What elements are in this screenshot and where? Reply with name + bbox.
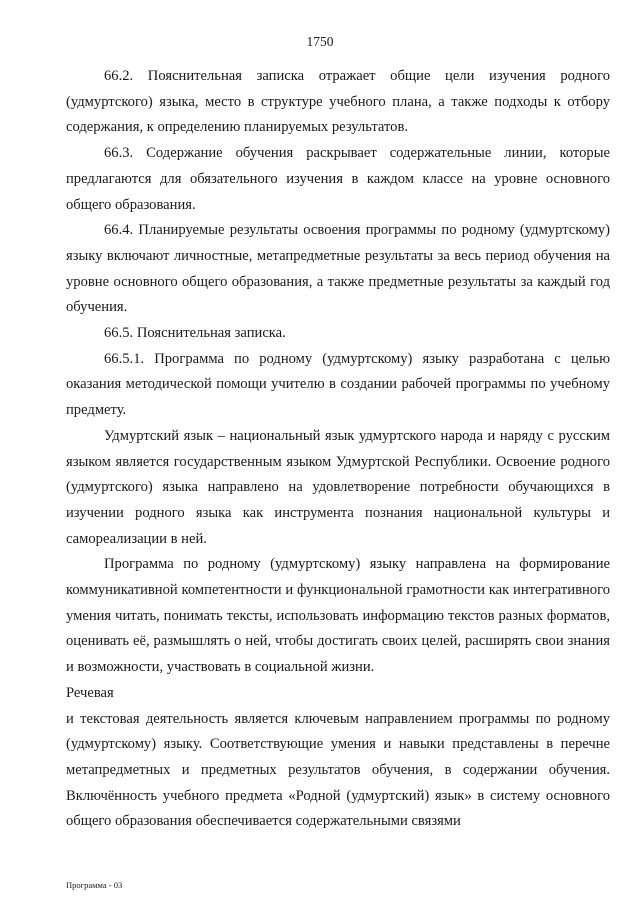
paragraph-speech-word: Речевая — [66, 684, 114, 701]
paragraph-text-activity: и текстовая деятельность является ключевым направлением программы по родному (удмуртскому) языку. Соответствующие умения и навыки представлены в перечне метапредметных и предметных результатов обучения, в содержании обучения. Включённость учебного предмета «Родной (удмуртский) язык» в систему основного общего образования обеспечивается содержательными связями — [66, 710, 610, 830]
paragraph-66-5: 66.5. Пояснительная записка. — [104, 325, 286, 342]
document-body — [66, 64, 610, 835]
paragraph-66-3: 66.3. Содержание обучения раскрывает содержательные линии, которые предлагаются для обязательного изучения в каждом классе на уровне основного общего образования. — [66, 145, 610, 213]
paragraph-udmurt-language: Удмуртский язык – национальный язык удмуртского народа и наряду с русским языком является государственным языком Удмуртской Республики. Освоение родного (удмуртского) языка направлено на удовлетворение потребности обучающихся в изучении родного языка как инструмента познания национальной культуры и самореализации в ней. — [66, 427, 610, 547]
paragraph-program-direction: Программа по родному (удмуртскому) языку направлена на формирование коммуникативной компетентности и функциональной грамотности как интегративного умения читать, понимать тексты, использовать информацию текстов разных форматов, оценивать её, размышлять о ней, чтобы достигать своих целей, расширять свои знания и возможности, участвовать в социальной жизни. — [66, 556, 610, 676]
footer-label: Программа - 03 — [66, 880, 123, 890]
paragraph-66-2: 66.2. Пояснительная записка отражает общие цели изучения родного (удмуртского) языка, место в структуре учебного плана, а также подходы к отбору содержания, к определению планируемых результатов. — [66, 68, 610, 136]
page-number: 1750 — [306, 34, 334, 49]
paragraph-66-5-1: 66.5.1. Программа по родному (удмуртскому) языку разработана с целью оказания методической помощи учителю в создании рабочей программы по учебному предмету. — [66, 350, 610, 419]
paragraph-66-4: 66.4. Планируемые результаты освоения программы по родному (удмуртскому) языку включают личностные, метапредметные результаты за весь период обучения на уровне основного общего образования, а также предметные результаты за каждый год обучения. — [66, 222, 610, 316]
